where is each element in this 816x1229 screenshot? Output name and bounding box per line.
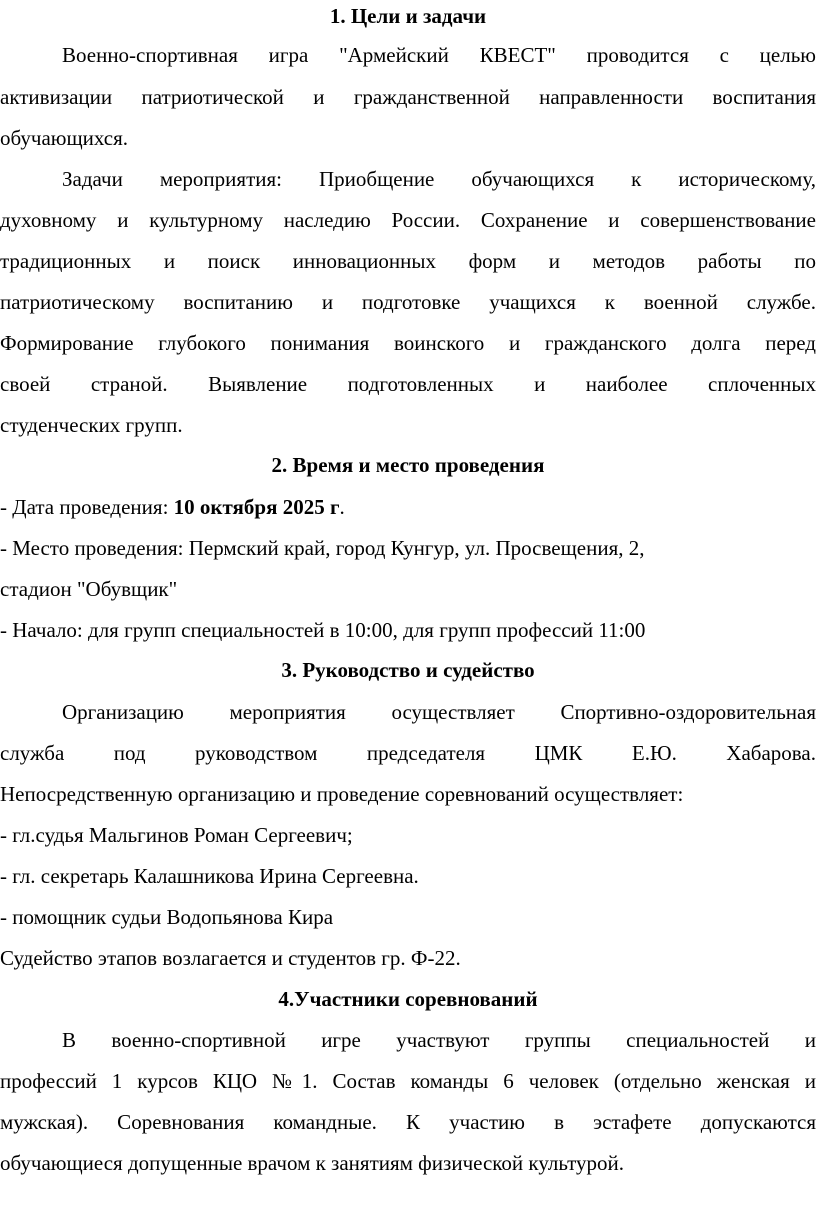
paragraph-line: В военно-спортивной игре участвуют группы специальностей и: [62, 1028, 816, 1052]
paragraph-line: патриотическому воспитанию и подготовке учащихся к военной службе.: [0, 290, 816, 314]
section-2-heading: 2. Время и место проведения: [271, 453, 545, 477]
place-line: - Место проведения: Пермский край, город Кунгур, ул. Просвещения, 2,: [0, 536, 645, 560]
date-line: [0, 495, 816, 519]
date-value: 10 октября 2025 г: [173, 495, 340, 519]
paragraph-line: студенческих групп.: [0, 413, 183, 437]
paragraph-line: мужская). Соревнования командные. К участию в эстафете допускаются: [0, 1110, 816, 1134]
paragraph-line: обучающихся.: [0, 126, 128, 150]
assistant-line: - помощник судьи Водопьянова Кира: [0, 905, 334, 929]
secretary-line: - гл. секретарь Калашникова Ирина Сергеевна.: [0, 864, 419, 888]
section-3-heading: 3. Руководство и судейство: [281, 658, 535, 682]
date-suffix: .: [339, 495, 345, 519]
paragraph-line: Судейство этапов возлагается и студентов гр. Ф-22.: [0, 946, 461, 970]
paragraph-line: своей страной. Выявление подготовленных и наиболее сплоченных: [0, 372, 816, 396]
paragraph-line: служба под руководством председателя ЦМК Е.Ю. Хабарова.: [0, 741, 816, 765]
paragraph-line: Непосредственную организацию и проведение соревнований осуществляет:: [0, 782, 684, 806]
paragraph-line: традиционных и поиск инновационных форм и методов работы по: [0, 249, 816, 273]
judge-line: - гл.судья Мальгинов Роман Сергеевич;: [0, 823, 353, 847]
section-4-heading: 4.Участники соревнований: [278, 987, 538, 1011]
section-1-heading: 1. Цели и задачи: [329, 4, 487, 28]
paragraph-line: Задачи мероприятия: Приобщение обучающихся к историческому,: [62, 167, 816, 191]
paragraph-line: активизации патриотической и гражданственной направленности воспитания: [0, 85, 816, 109]
paragraph-line: Организацию мероприятия осуществляет Спортивно-оздоровительная: [62, 700, 816, 724]
start-time-line: - Начало: для групп специальностей в 10:00, для групп профессий 11:00: [0, 618, 646, 642]
paragraph-line: обучающиеся допущенные врачом к занятиям физической культурой.: [0, 1151, 625, 1175]
paragraph-line: духовному и культурному наследию России. Сохранение и совершенствование: [0, 208, 816, 232]
place-line: стадион "Обувщик": [0, 577, 178, 601]
date-label: - Дата проведения:: [0, 495, 174, 519]
paragraph-line: Военно-спортивная игра "Армейский КВЕСТ" проводится с целью: [62, 43, 816, 67]
paragraph-line: Формирование глубокого понимания воинского и гражданского долга перед: [0, 331, 816, 355]
paragraph-line: профессий 1 курсов КЦО №1. Состав команды 6 человек (отдельно женская и: [0, 1069, 816, 1093]
